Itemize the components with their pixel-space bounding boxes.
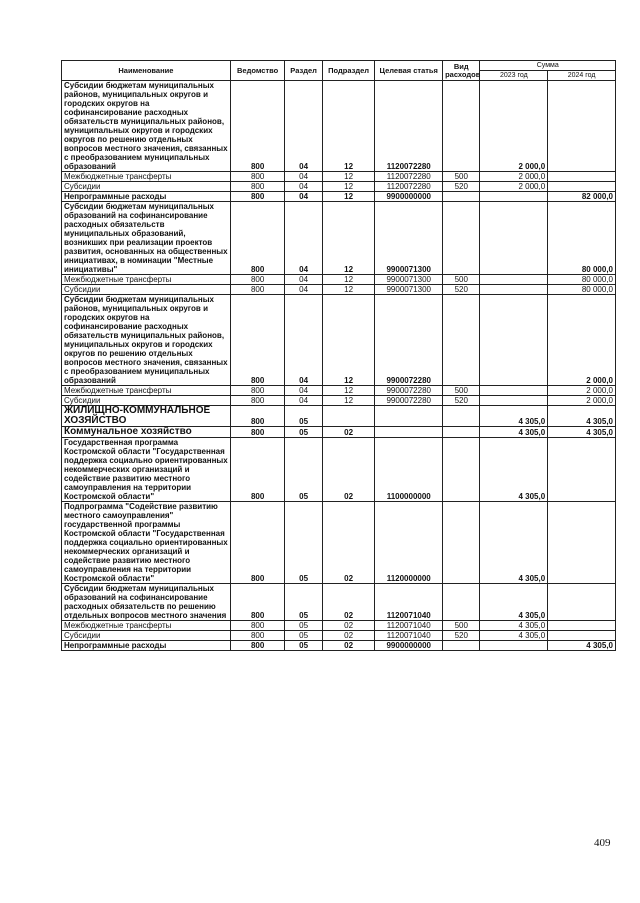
row-name: Субсидии бюджетам муниципальных образований на софинансирование расходных обязательств муниципальных образований, возникших при реализации проектов развития, основанных на общественных инициативах, в номинации "Местные инициативы" — [62, 202, 231, 275]
row-expense-type — [443, 584, 480, 621]
page-number: 409 — [594, 837, 611, 849]
row-target-article: 9900000000 — [375, 641, 443, 651]
row-sum-2024: 4 305,0 — [548, 427, 616, 438]
table-header-row — [62, 61, 616, 71]
row-expense-type — [443, 295, 480, 386]
row-sum-2023: 4 305,0 — [480, 631, 548, 641]
row-name: Субсидии — [62, 396, 231, 406]
row-department: 800 — [230, 172, 285, 182]
row-target-article: 1100000000 — [375, 438, 443, 502]
row-name: Непрограммные расходы — [62, 192, 231, 202]
row-section: 05 — [285, 502, 322, 584]
row-department: 800 — [230, 386, 285, 396]
row-department: 800 — [230, 295, 285, 386]
row-expense-type: 520 — [443, 396, 480, 406]
row-name: Межбюджетные трансферты — [62, 275, 231, 285]
table-row — [62, 427, 616, 438]
row-sum-2024: 2 000,0 — [548, 396, 616, 406]
row-sum-2024 — [548, 182, 616, 192]
row-sum-2024: 2 000,0 — [548, 295, 616, 386]
row-name: Субсидии — [62, 285, 231, 295]
row-sum-2024: 4 305,0 — [548, 641, 616, 651]
row-subsection: 12 — [322, 285, 375, 295]
row-subsection: 02 — [322, 584, 375, 621]
table-row — [62, 192, 616, 202]
row-sum-2024 — [548, 81, 616, 172]
row-sum-2023 — [480, 202, 548, 275]
row-sum-2023: 2 000,0 — [480, 172, 548, 182]
header-target-article: Целевая статья — [375, 61, 443, 81]
header-subsection: Подраздел — [322, 61, 375, 81]
table-row — [62, 396, 616, 406]
row-name: Коммунальное хозяйство — [62, 427, 231, 438]
row-sum-2024: 80 000,0 — [548, 275, 616, 285]
header-name: Наименование — [62, 61, 231, 81]
row-subsection: 02 — [322, 427, 375, 438]
row-sum-2024 — [548, 438, 616, 502]
row-sum-2023 — [480, 295, 548, 386]
row-name: Подпрограмма "Содействие развитию местного самоуправления" государственной программы Костромской области "Государственная поддержка социально ориентированных некоммерческих организаций и содействие развитию местного самоуправления на территории Костромской области" — [62, 502, 231, 584]
row-name: Государственная программа Костромской области "Государственная поддержка социально ориентированных некоммерческих организаций и содействие развитию местного самоуправления на территории Костромской области" — [62, 438, 231, 502]
row-section: 04 — [285, 396, 322, 406]
row-sum-2023 — [480, 275, 548, 285]
row-section: 05 — [285, 438, 322, 502]
row-name: Межбюджетные трансферты — [62, 386, 231, 396]
row-subsection: 02 — [322, 438, 375, 502]
row-name: Субсидии бюджетам муниципальных образований на софинансирование расходных обязательств по решению отдельных вопросов местного значения — [62, 584, 231, 621]
row-sum-2023 — [480, 285, 548, 295]
row-department: 800 — [230, 81, 285, 172]
row-target-article: 1120071040 — [375, 631, 443, 641]
row-name: Межбюджетные трансферты — [62, 172, 231, 182]
row-expense-type: 520 — [443, 182, 480, 192]
row-expense-type — [443, 641, 480, 651]
row-section: 04 — [285, 172, 322, 182]
row-section: 05 — [285, 406, 322, 427]
row-expense-type: 520 — [443, 285, 480, 295]
row-subsection: 12 — [322, 275, 375, 285]
table-row — [62, 386, 616, 396]
table-row — [62, 641, 616, 651]
row-sum-2024: 4 305,0 — [548, 406, 616, 427]
row-sum-2024: 80 000,0 — [548, 285, 616, 295]
row-sum-2024 — [548, 502, 616, 584]
row-expense-type — [443, 502, 480, 584]
row-target-article: 9900072280 — [375, 386, 443, 396]
table-row — [62, 584, 616, 621]
row-section: 04 — [285, 275, 322, 285]
row-sum-2023 — [480, 641, 548, 651]
row-section: 05 — [285, 641, 322, 651]
row-target-article — [375, 406, 443, 427]
row-subsection: 12 — [322, 396, 375, 406]
row-expense-type — [443, 406, 480, 427]
row-department: 800 — [230, 438, 285, 502]
row-department: 800 — [230, 192, 285, 202]
header-year-2024: 2024 год — [548, 71, 616, 81]
row-expense-type: 520 — [443, 631, 480, 641]
row-sum-2023 — [480, 386, 548, 396]
row-expense-type — [443, 202, 480, 275]
row-section: 04 — [285, 192, 322, 202]
row-sum-2024 — [548, 584, 616, 621]
row-subsection: 02 — [322, 641, 375, 651]
header-section: Раздел — [285, 61, 322, 81]
row-subsection: 12 — [322, 172, 375, 182]
row-target-article: 9900000000 — [375, 192, 443, 202]
row-section: 04 — [285, 295, 322, 386]
row-expense-type: 500 — [443, 275, 480, 285]
row-section: 04 — [285, 202, 322, 275]
row-name: ЖИЛИЩНО-КОММУНАЛЬНОЕ ХОЗЯЙСТВО — [62, 406, 231, 427]
row-name: Непрограммные расходы — [62, 641, 231, 651]
table-row — [62, 275, 616, 285]
table-row — [62, 81, 616, 172]
header-expense-type: Вид расходов — [443, 61, 480, 81]
row-subsection: 12 — [322, 81, 375, 172]
row-target-article: 9900072280 — [375, 396, 443, 406]
row-name: Субсидии бюджетам муниципальных районов, муниципальных округов и городских округов на софинансирование расходных обязательств муниципальных районов, муниципальных округов и городских округов по решению отдельных вопросов местного значения, связанных с преобразованием муниципальных образований — [62, 81, 231, 172]
row-subsection: 12 — [322, 182, 375, 192]
row-sum-2023 — [480, 396, 548, 406]
table-row — [62, 438, 616, 502]
row-target-article: 9900071300 — [375, 285, 443, 295]
row-expense-type: 500 — [443, 386, 480, 396]
row-subsection: 12 — [322, 386, 375, 396]
row-sum-2023: 4 305,0 — [480, 502, 548, 584]
row-target-article: 9900071300 — [375, 275, 443, 285]
row-target-article: 9900071300 — [375, 202, 443, 275]
row-sum-2024 — [548, 631, 616, 641]
row-department: 800 — [230, 502, 285, 584]
row-expense-type: 500 — [443, 621, 480, 631]
row-name: Межбюджетные трансферты — [62, 621, 231, 631]
row-department: 800 — [230, 285, 285, 295]
row-section: 05 — [285, 621, 322, 631]
row-department: 800 — [230, 631, 285, 641]
budget-table — [61, 60, 616, 651]
row-subsection: 12 — [322, 295, 375, 386]
row-target-article: 1120072280 — [375, 172, 443, 182]
row-target-article: 1120000000 — [375, 502, 443, 584]
row-section: 04 — [285, 386, 322, 396]
row-subsection: 02 — [322, 621, 375, 631]
row-subsection: 02 — [322, 631, 375, 641]
row-department: 800 — [230, 641, 285, 651]
table-row — [62, 182, 616, 192]
row-target-article: 9900072280 — [375, 295, 443, 386]
row-target-article: 1120071040 — [375, 621, 443, 631]
table-row — [62, 631, 616, 641]
row-expense-type — [443, 192, 480, 202]
row-target-article: 1120072280 — [375, 182, 443, 192]
row-section: 05 — [285, 584, 322, 621]
table-row — [62, 621, 616, 631]
table-row — [62, 202, 616, 275]
row-department: 800 — [230, 202, 285, 275]
row-sum-2024: 2 000,0 — [548, 386, 616, 396]
row-sum-2024 — [548, 172, 616, 182]
header-department: Ведомство — [230, 61, 285, 81]
row-expense-type — [443, 81, 480, 172]
table-row — [62, 172, 616, 182]
row-target-article: 1120072280 — [375, 81, 443, 172]
row-department: 800 — [230, 406, 285, 427]
row-section: 04 — [285, 285, 322, 295]
row-department: 800 — [230, 621, 285, 631]
row-subsection: 02 — [322, 502, 375, 584]
row-sum-2024 — [548, 621, 616, 631]
row-department: 800 — [230, 396, 285, 406]
row-subsection — [322, 406, 375, 427]
row-sum-2023 — [480, 192, 548, 202]
row-sum-2024: 82 000,0 — [548, 192, 616, 202]
row-expense-type — [443, 427, 480, 438]
row-section: 04 — [285, 182, 322, 192]
row-section: 05 — [285, 427, 322, 438]
row-department: 800 — [230, 275, 285, 285]
row-name: Субсидии — [62, 631, 231, 641]
row-department: 800 — [230, 584, 285, 621]
row-sum-2023: 4 305,0 — [480, 406, 548, 427]
row-sum-2023: 4 305,0 — [480, 427, 548, 438]
row-department: 800 — [230, 427, 285, 438]
table-body — [62, 81, 616, 651]
row-sum-2023: 4 305,0 — [480, 621, 548, 631]
row-sum-2023: 2 000,0 — [480, 182, 548, 192]
row-section: 04 — [285, 81, 322, 172]
row-name: Субсидии бюджетам муниципальных районов, муниципальных округов и городских округов на софинансирование расходных обязательств муниципальных районов, муниципальных округов и городских округов по решению отдельных вопросов местного значения, связанных с преобразованием муниципальных образований — [62, 295, 231, 386]
row-subsection: 12 — [322, 202, 375, 275]
row-expense-type — [443, 438, 480, 502]
row-sum-2023: 2 000,0 — [480, 81, 548, 172]
table-row — [62, 285, 616, 295]
row-sum-2023: 4 305,0 — [480, 584, 548, 621]
table-row — [62, 502, 616, 584]
table-row — [62, 406, 616, 427]
header-sum: Сумма — [480, 61, 616, 71]
row-sum-2023: 4 305,0 — [480, 438, 548, 502]
row-target-article — [375, 427, 443, 438]
row-target-article: 1120071040 — [375, 584, 443, 621]
header-year-2023: 2023 год — [480, 71, 548, 81]
row-subsection: 12 — [322, 192, 375, 202]
row-sum-2024: 80 000,0 — [548, 202, 616, 275]
row-expense-type: 500 — [443, 172, 480, 182]
row-section: 05 — [285, 631, 322, 641]
row-name: Субсидии — [62, 182, 231, 192]
table-row — [62, 295, 616, 386]
row-department: 800 — [230, 182, 285, 192]
